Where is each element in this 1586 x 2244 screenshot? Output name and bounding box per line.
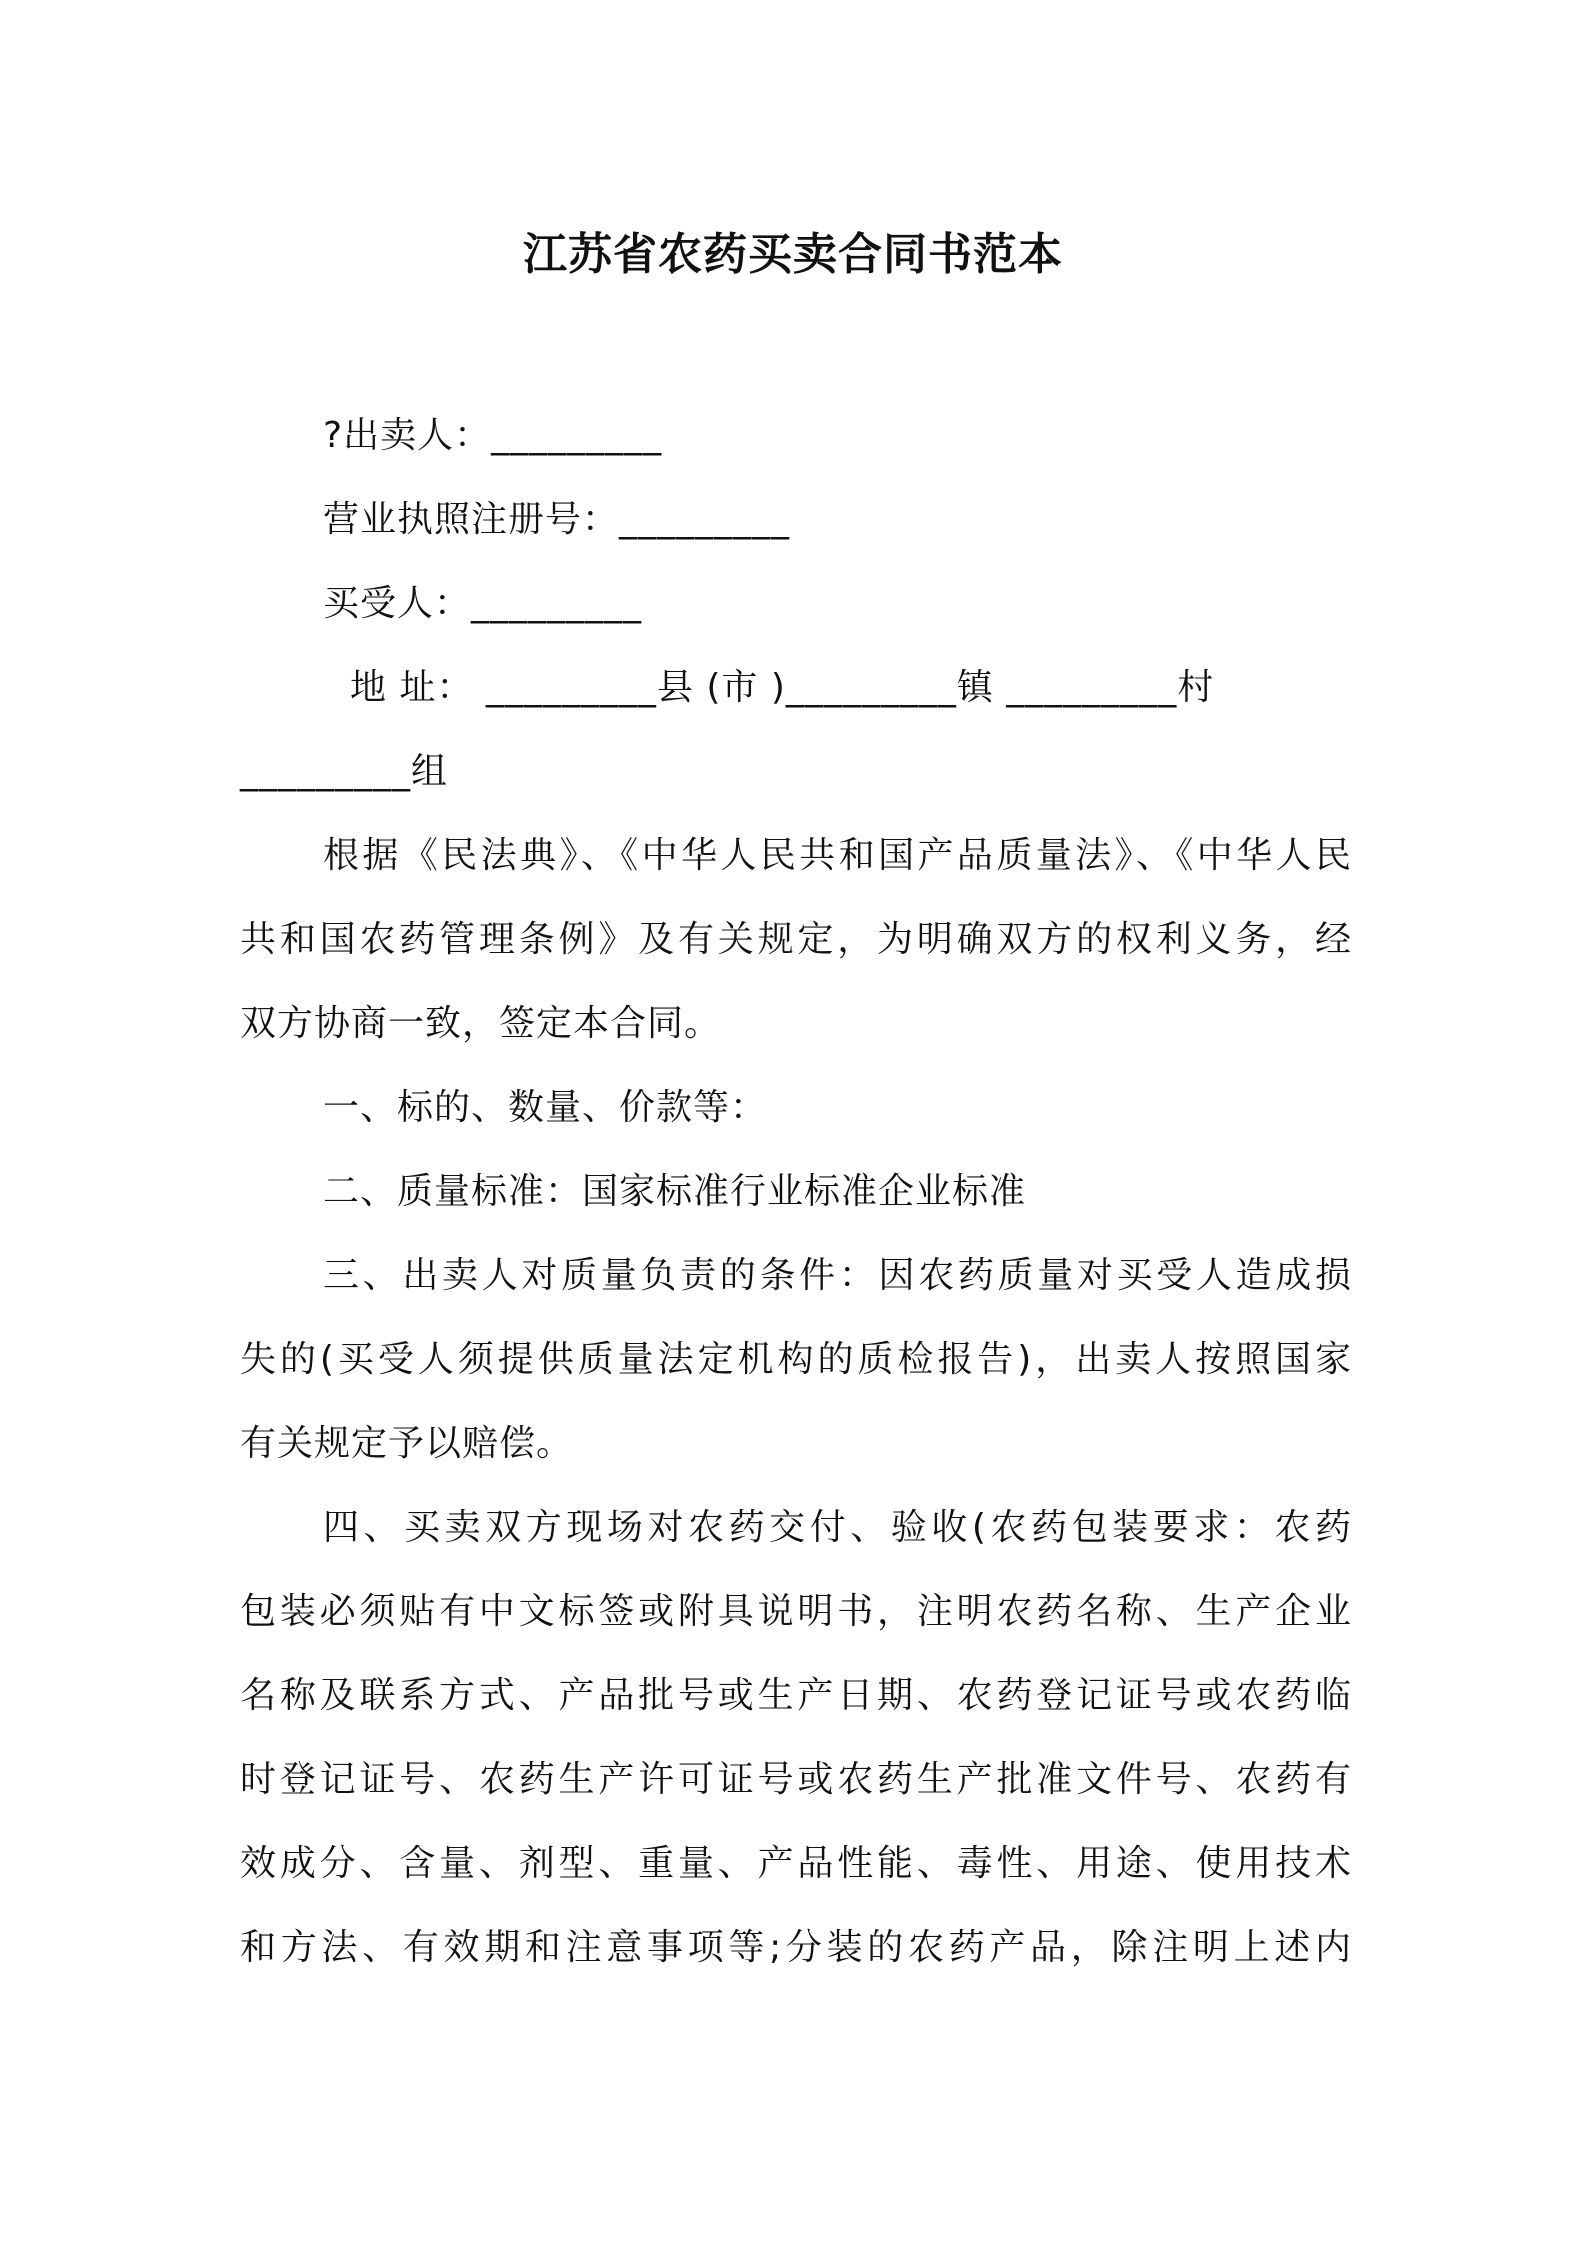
intro-line: 双方协商一致，签定本合同。: [240, 1003, 722, 1044]
clause-4-line: 和方法、有效期和注意事项等;分装的农药产品，除注明上述内: [240, 1927, 1352, 1968]
address-group-field: _________组: [240, 751, 449, 792]
clause-3-line: 有关规定予以赔偿。: [240, 1423, 574, 1464]
seller-field: ?出卖人：_________: [323, 415, 663, 456]
clause-4-line: 时登记证号、农药生产许可证号或农药生产批准文件号、农药有: [240, 1759, 1352, 1800]
address-field: 地 址： _________县 (市 )_________镇 _________村: [350, 667, 1215, 708]
clause-4-line: 四、买卖双方现场对农药交付、验收(农药包装要求：农药: [323, 1507, 1352, 1548]
clause-4-line: 名称及联系方式、产品批号或生产日期、农药登记证号或农药临: [240, 1675, 1352, 1716]
clause-3-line: 失的(买受人须提供质量法定机构的质检报告)，出卖人按照国家: [240, 1339, 1352, 1380]
clause-2: 二、质量标准：国家标准行业标准企业标准: [323, 1171, 1027, 1212]
clause-4-line: 效成分、含量、剂型、重量、产品性能、毒性、用途、使用技术: [240, 1843, 1352, 1884]
intro-line: 根据《民法典》、《中华人民共和国产品质量法》、《中华人民: [323, 835, 1352, 876]
clause-3-line: 三、出卖人对质量负责的条件：因农药质量对买受人造成损: [323, 1255, 1352, 1296]
intro-line: 共和国农药管理条例》及有关规定，为明确双方的权利义务，经: [240, 919, 1352, 960]
license-number-field: 营业执照注册号：_________: [323, 499, 791, 540]
clause-4-line: 包装必须贴有中文标签或附具说明书，注明农药名称、生产企业: [240, 1591, 1352, 1632]
document-title: 江苏省农药买卖合同书范本: [523, 229, 1063, 280]
clause-1: 一、标的、数量、价款等：: [323, 1087, 768, 1128]
buyer-field: 买受人：_________: [323, 583, 643, 624]
